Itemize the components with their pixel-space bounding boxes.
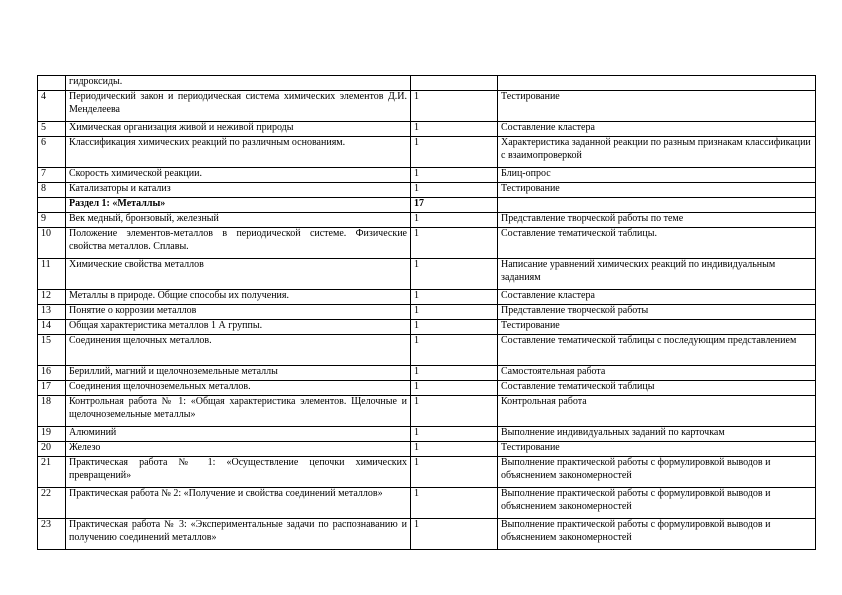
lesson-number: 18 <box>38 396 66 427</box>
lesson-hours: 1 <box>411 91 498 122</box>
table-row <box>38 183 816 198</box>
table-row <box>38 168 816 183</box>
control-form: Представление творческой работы <box>498 305 816 320</box>
lesson-hours: 1 <box>411 427 498 442</box>
table-row <box>38 91 816 122</box>
lesson-topic: Металлы в природе. Общие способы их получения. <box>66 290 411 305</box>
lesson-hours: 1 <box>411 137 498 168</box>
lesson-hours: 1 <box>411 457 498 488</box>
lesson-hours: 1 <box>411 122 498 137</box>
lesson-topic: Практическая работа № 2: «Получение и свойства соединений металлов» <box>66 488 411 519</box>
lesson-number: 5 <box>38 122 66 137</box>
control-form <box>498 198 816 213</box>
lesson-number: 23 <box>38 519 66 550</box>
lesson-hours <box>411 76 498 91</box>
lesson-topic: Бериллий, магний и щелочноземельные металлы <box>66 366 411 381</box>
lesson-topic: Соединения щелочноземельных металлов. <box>66 381 411 396</box>
lesson-hours: 1 <box>411 519 498 550</box>
lesson-number: 14 <box>38 320 66 335</box>
lesson-plan-body <box>38 76 816 550</box>
lesson-number: 19 <box>38 427 66 442</box>
control-form: Составление кластера <box>498 122 816 137</box>
table-row <box>38 305 816 320</box>
lesson-topic: Положение элементов-металлов в периодической системе. Физические свойства металлов. Сплавы. <box>66 228 411 259</box>
lesson-topic: Железо <box>66 442 411 457</box>
lesson-hours: 1 <box>411 396 498 427</box>
control-form: Составление кластера <box>498 290 816 305</box>
lesson-number <box>38 76 66 91</box>
lesson-plan-table <box>37 75 816 550</box>
control-form: Тестирование <box>498 91 816 122</box>
lesson-hours: 1 <box>411 305 498 320</box>
lesson-topic: Раздел 1: «Металлы» <box>66 198 411 213</box>
lesson-number <box>38 198 66 213</box>
lesson-topic: Химические свойства металлов <box>66 259 411 290</box>
control-form: Выполнение практической работы с формулировкой выводов и объяснением закономерностей <box>498 457 816 488</box>
lesson-topic: гидроксиды. <box>66 76 411 91</box>
lesson-topic: Практическая работа № 1: «Осуществление цепочки химических превращений» <box>66 457 411 488</box>
lesson-hours: 17 <box>411 198 498 213</box>
table-row <box>38 396 816 427</box>
lesson-number: 22 <box>38 488 66 519</box>
control-form: Контрольная работа <box>498 396 816 427</box>
lesson-number: 21 <box>38 457 66 488</box>
table-row <box>38 381 816 396</box>
lesson-hours: 1 <box>411 183 498 198</box>
lesson-hours: 1 <box>411 381 498 396</box>
lesson-topic: Общая характеристика металлов 1 А группы. <box>66 320 411 335</box>
lesson-topic: Контрольная работа № 1: «Общая характеристика элементов. Щелочные и щелочноземельные металлы» <box>66 396 411 427</box>
table-row <box>38 137 816 168</box>
lesson-topic: Химическая организация живой и неживой природы <box>66 122 411 137</box>
control-form: Составление тематической таблицы. <box>498 228 816 259</box>
table-row <box>38 442 816 457</box>
lesson-number: 9 <box>38 213 66 228</box>
lesson-topic: Век медный, бронзовый, железный <box>66 213 411 228</box>
control-form: Представление творческой работы по теме <box>498 213 816 228</box>
lesson-number: 16 <box>38 366 66 381</box>
table-row <box>38 259 816 290</box>
control-form: Характеристика заданной реакции по разным признакам классификации с взаимопроверкой <box>498 137 816 168</box>
lesson-hours: 1 <box>411 320 498 335</box>
lesson-number: 4 <box>38 91 66 122</box>
table-row <box>38 76 816 91</box>
lesson-number: 6 <box>38 137 66 168</box>
control-form: Выполнение практической работы с формулировкой выводов и объяснением закономерностей <box>498 519 816 550</box>
control-form: Составление тематической таблицы <box>498 381 816 396</box>
control-form: Тестирование <box>498 320 816 335</box>
lesson-topic: Понятие о коррозии металлов <box>66 305 411 320</box>
lesson-topic: Периодический закон и периодическая система химических элементов Д.И. Менделеева <box>66 91 411 122</box>
table-row <box>38 335 816 366</box>
control-form: Самостоятельная работа <box>498 366 816 381</box>
lesson-number: 12 <box>38 290 66 305</box>
lesson-number: 7 <box>38 168 66 183</box>
control-form: Написание уравнений химических реакций по индивидуальным заданиям <box>498 259 816 290</box>
table-row <box>38 457 816 488</box>
table-row <box>38 122 816 137</box>
lesson-number: 17 <box>38 381 66 396</box>
table-row <box>38 488 816 519</box>
table-row <box>38 366 816 381</box>
lesson-hours: 1 <box>411 488 498 519</box>
lesson-topic: Соединения щелочных металлов. <box>66 335 411 366</box>
lesson-topic: Катализаторы и катализ <box>66 183 411 198</box>
lesson-topic: Классификация химических реакций по различным основаниям. <box>66 137 411 168</box>
control-form: Выполнение индивидуальных заданий по карточкам <box>498 427 816 442</box>
table-row <box>38 427 816 442</box>
control-form: Тестирование <box>498 442 816 457</box>
lesson-number: 20 <box>38 442 66 457</box>
lesson-hours: 1 <box>411 259 498 290</box>
table-row <box>38 213 816 228</box>
lesson-hours: 1 <box>411 335 498 366</box>
lesson-hours: 1 <box>411 442 498 457</box>
lesson-topic: Скорость химической реакции. <box>66 168 411 183</box>
section-row <box>38 198 816 213</box>
lesson-topic: Практическая работа № 3: «Экспериментальные задачи по распознаванию и получению соединений металлов» <box>66 519 411 550</box>
lesson-hours: 1 <box>411 213 498 228</box>
control-form: Блиц-опрос <box>498 168 816 183</box>
table-row <box>38 290 816 305</box>
lesson-topic: Алюминий <box>66 427 411 442</box>
lesson-number: 15 <box>38 335 66 366</box>
lesson-hours: 1 <box>411 168 498 183</box>
lesson-number: 10 <box>38 228 66 259</box>
lesson-number: 8 <box>38 183 66 198</box>
table-row <box>38 519 816 550</box>
control-form <box>498 76 816 91</box>
lesson-number: 13 <box>38 305 66 320</box>
control-form: Выполнение практической работы с формулировкой выводов и объяснением закономерностей <box>498 488 816 519</box>
table-row <box>38 320 816 335</box>
control-form: Тестирование <box>498 183 816 198</box>
lesson-number: 11 <box>38 259 66 290</box>
lesson-hours: 1 <box>411 290 498 305</box>
lesson-hours: 1 <box>411 366 498 381</box>
table-row <box>38 228 816 259</box>
control-form: Составление тематической таблицы с последующим представлением <box>498 335 816 366</box>
lesson-hours: 1 <box>411 228 498 259</box>
